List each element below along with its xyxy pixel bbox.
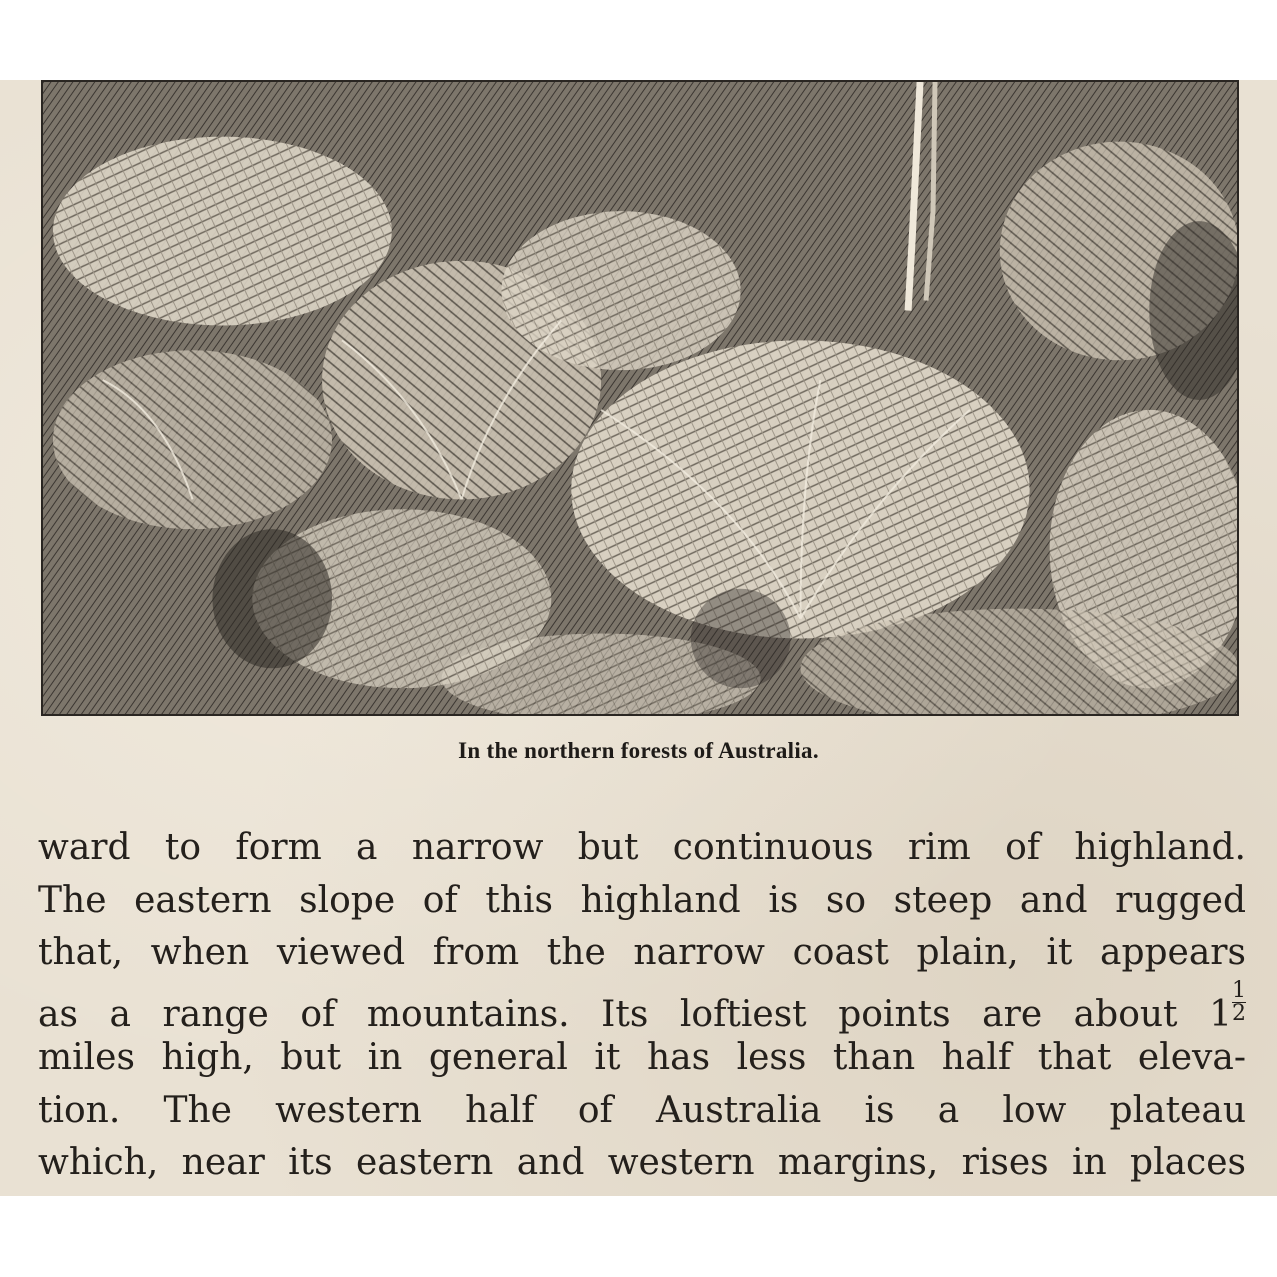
text-line: miles high, but in general it has less than half that eleva-	[38, 1037, 1246, 1078]
text-line-content: as a range of mountains. Its loftiest points are about 1	[38, 993, 1232, 1035]
fern-forest-engraving	[41, 80, 1239, 716]
text-line: which, near its eastern and western margins, rises in places	[38, 1142, 1246, 1183]
text-line: The eastern slope of this highland is so steep and rugged	[38, 879, 1246, 921]
fraction-numerator: 1	[1232, 977, 1246, 1003]
text-line: tion. The western half of Australia is a low plateau	[38, 1089, 1246, 1131]
body-paragraph	[38, 822, 1246, 1190]
text-line-with-fraction	[38, 977, 1246, 1035]
fraction-denominator: 2	[1232, 1000, 1246, 1026]
text-line: ward to form a narrow but continuous rim of highland.	[38, 827, 1246, 868]
book-page	[0, 80, 1277, 1196]
engraving-image	[43, 82, 1237, 714]
figure-caption: In the northern forests of Australia.	[458, 738, 819, 763]
text-line: that, when viewed from the narrow coast plain, it appears	[38, 932, 1246, 973]
one-half-fraction	[1232, 977, 1246, 1026]
